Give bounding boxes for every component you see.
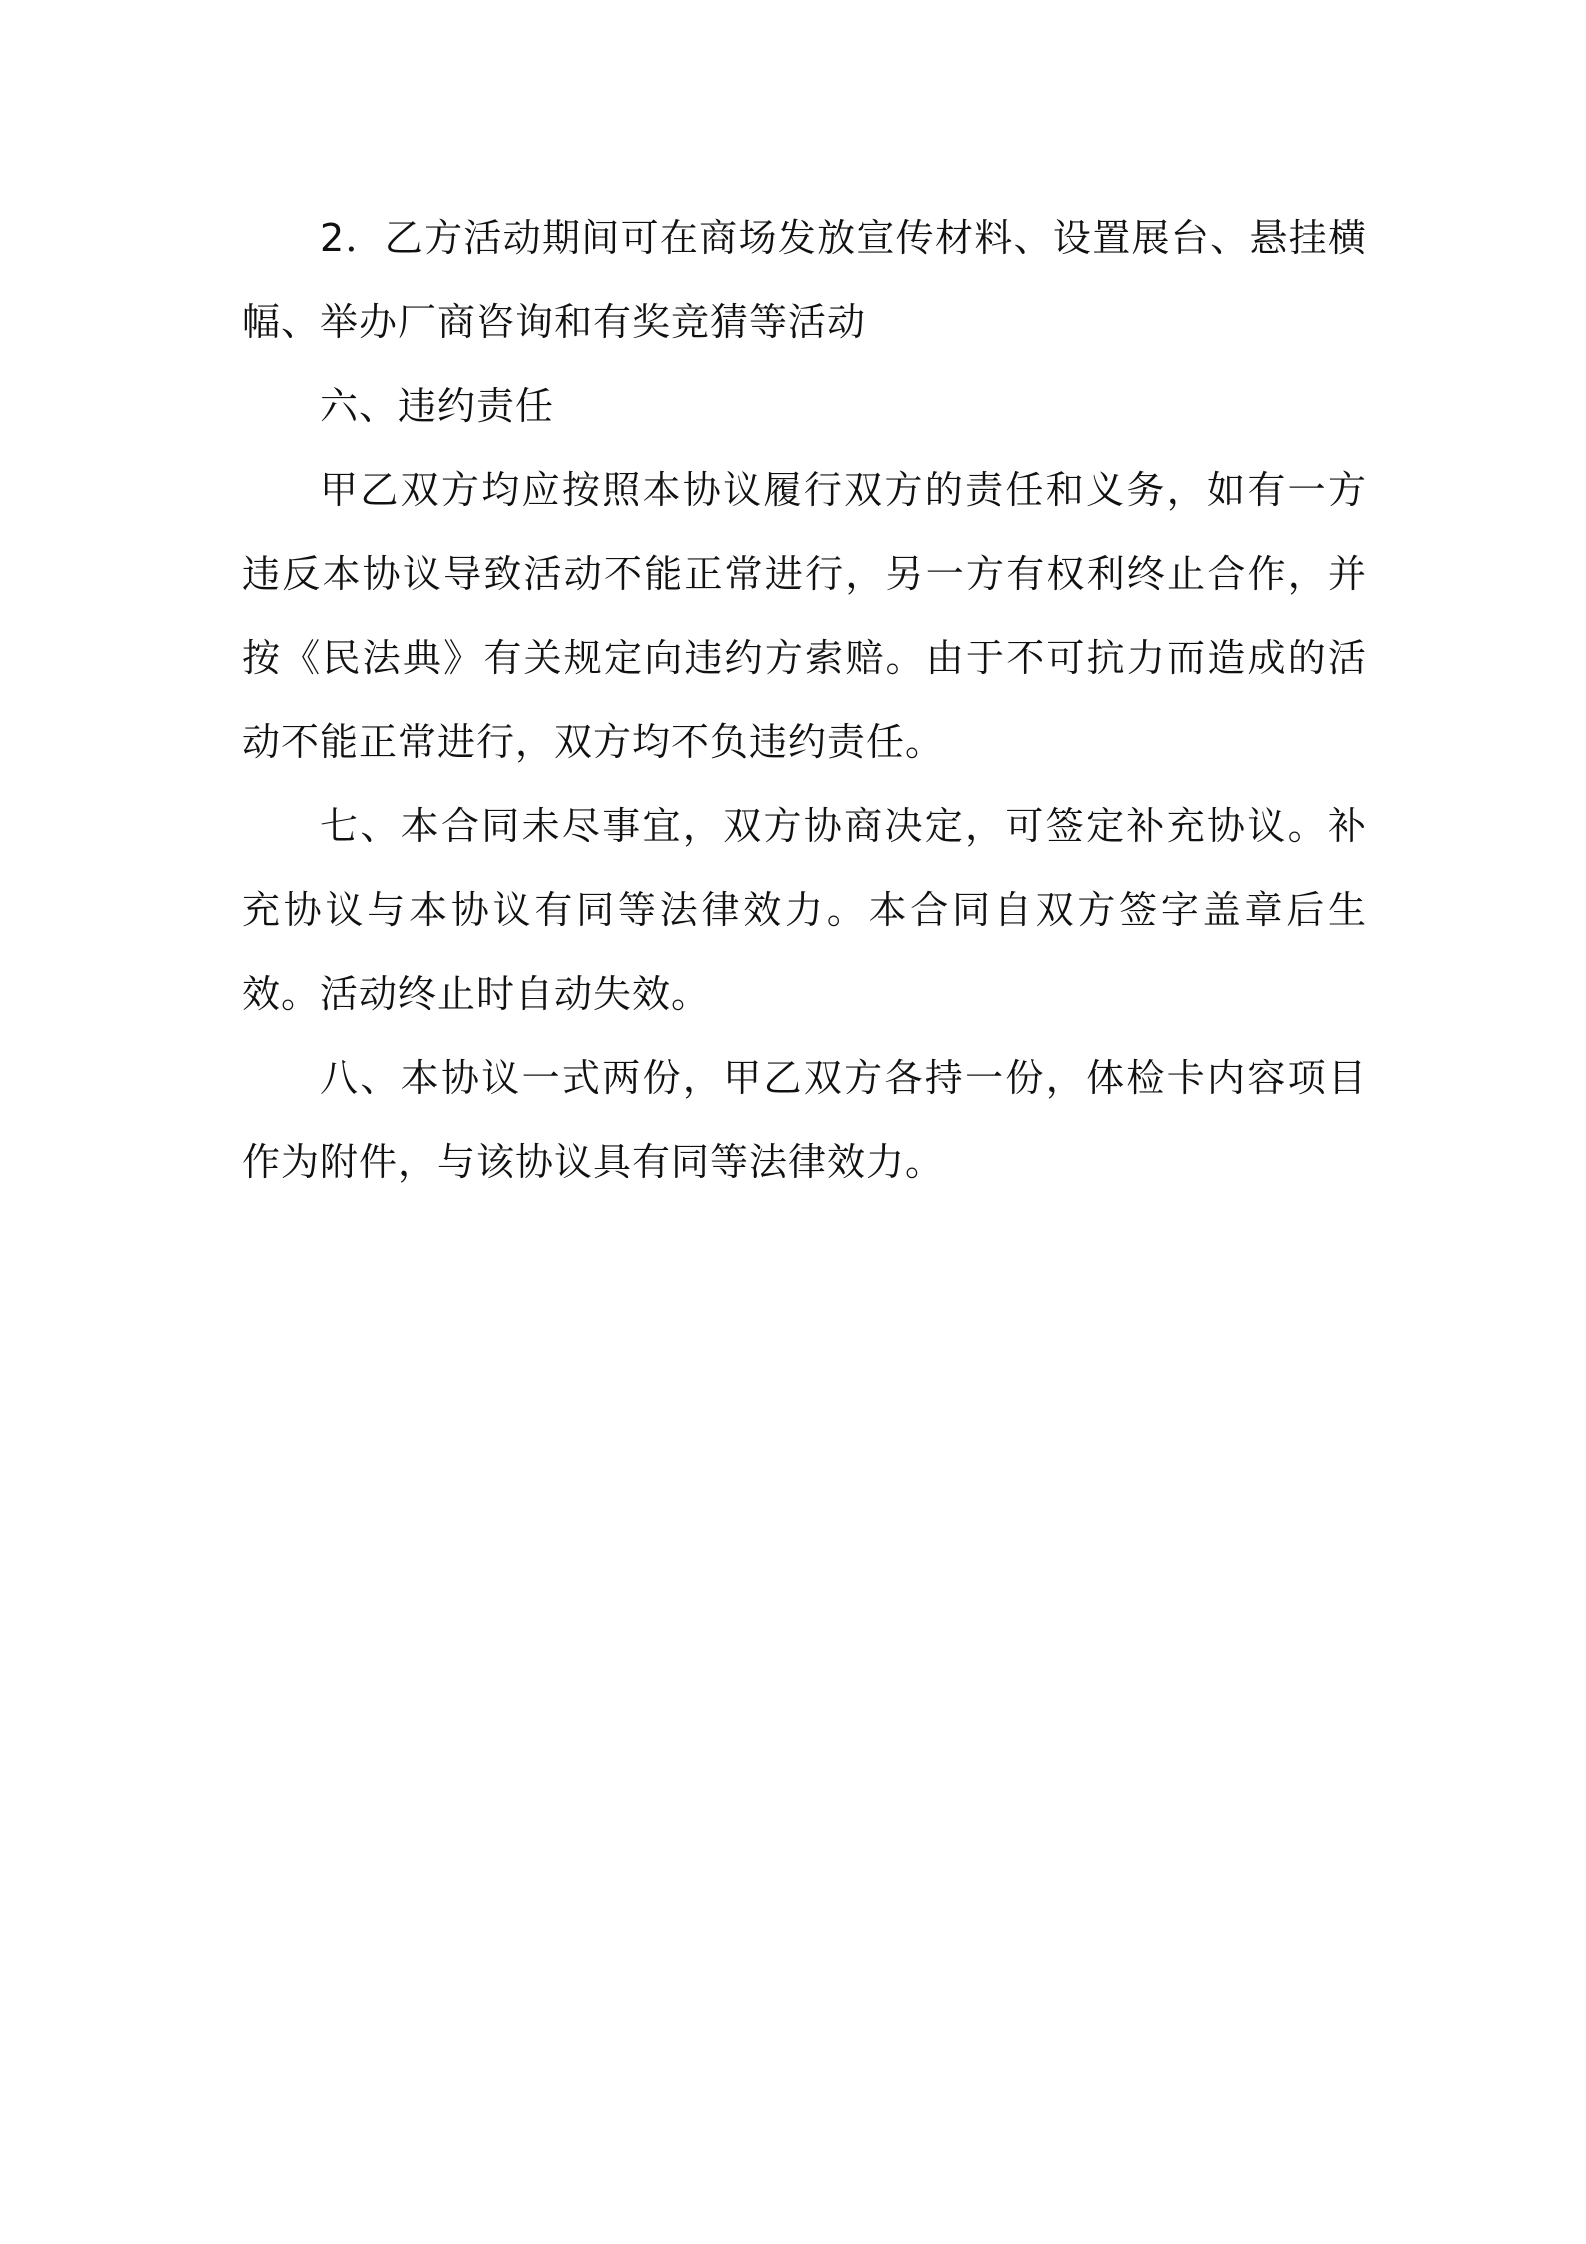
paragraph-breach-liability: 甲乙双方均应按照本协议履行双方的责任和义务，如有一方违反本协议导致活动不能正常进行，另一方有权利终止合作，并按《民法典》有关规定向违约方索赔。由于不可抗力而造成的活动不能正常进行，双方均不负违约责任。 [242, 468, 1367, 764]
section-heading-breach-liability: 六、违约责任 [320, 384, 555, 428]
paragraph-copies-and-attachments: 八、本协议一式两份，甲乙双方各持一份，体检卡内容项目作为附件，与该协议具有同等法律效力。 [242, 1056, 1367, 1184]
paragraph-promotion-activities: 2．乙方活动期间可在商场发放宣传材料、设置展台、悬挂横幅、举办厂商咨询和有奖竞猜等活动 [242, 216, 1367, 344]
paragraph-supplementary-terms: 七、本合同未尽事宜，双方协商决定，可签定补充协议。补充协议与本协议有同等法律效力。本合同自双方签字盖章后生效。活动终止时自动失效。 [242, 804, 1367, 1016]
document-body [242, 196, 1367, 1204]
